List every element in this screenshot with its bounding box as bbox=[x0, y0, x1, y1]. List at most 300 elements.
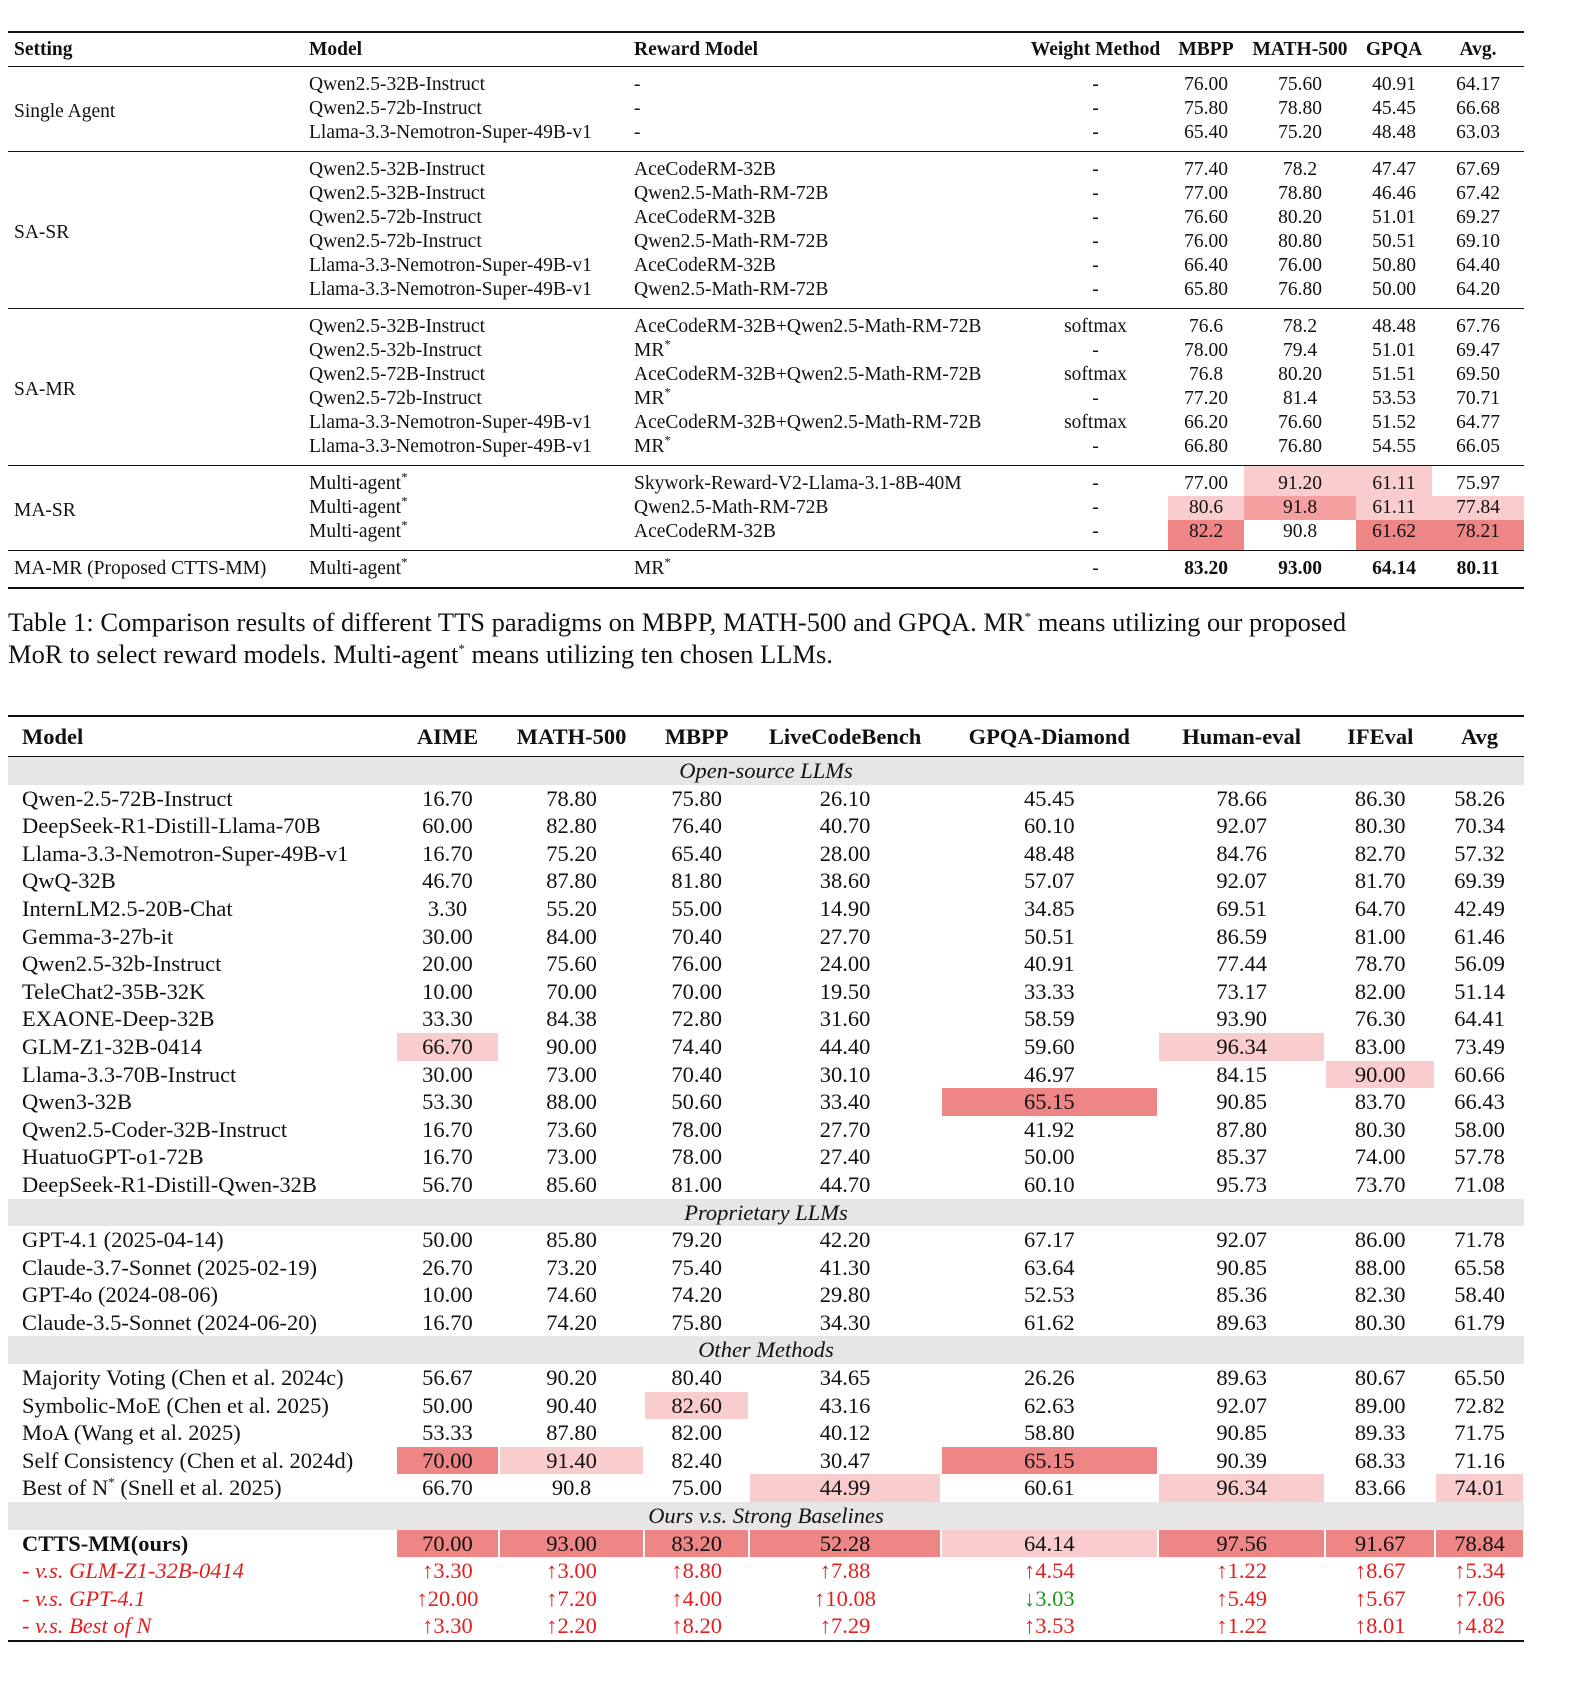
weight-method-cell: - bbox=[1092, 255, 1099, 276]
model-name-cell bbox=[8, 1061, 396, 1089]
score-cell bbox=[1325, 1061, 1435, 1089]
score-cell bbox=[749, 950, 940, 978]
model-cell bbox=[303, 466, 628, 497]
metric-cell: 51.51 bbox=[1372, 364, 1416, 385]
model-name: - v.s. Best of N bbox=[22, 1613, 152, 1639]
weight-method-cell: - bbox=[1092, 74, 1099, 95]
table2-col-header: MBPP bbox=[664, 723, 729, 749]
reward-model-cell bbox=[628, 254, 1023, 278]
score-cell bbox=[644, 1612, 749, 1641]
model-cell bbox=[303, 254, 628, 278]
score-value: 59.60 bbox=[1023, 1033, 1075, 1059]
table1-col-header: Avg. bbox=[1459, 38, 1497, 60]
score-value: 16.70 bbox=[422, 1309, 473, 1335]
score-value: 69.51 bbox=[1216, 895, 1267, 921]
model-row bbox=[8, 1226, 1524, 1254]
score-cell bbox=[941, 840, 1158, 868]
score-value: 55.00 bbox=[671, 895, 722, 921]
reward-model-cell bbox=[628, 384, 1023, 411]
cell-text: Qwen2.5-Math-RM-72B bbox=[634, 497, 829, 518]
score-cell bbox=[1435, 950, 1524, 978]
score-value: ↑4.54 bbox=[1023, 1558, 1075, 1584]
score-value: ↑10.08 bbox=[814, 1585, 876, 1611]
table1-col-header: Setting bbox=[14, 38, 73, 60]
score-value: 69.39 bbox=[1454, 868, 1505, 894]
score-value: 81.00 bbox=[671, 1171, 722, 1197]
metric-cell: 77.20 bbox=[1184, 388, 1228, 409]
score-cell bbox=[941, 1143, 1158, 1171]
score-value: 71.08 bbox=[1454, 1171, 1505, 1197]
metric-cell: 76.80 bbox=[1278, 279, 1322, 300]
score-cell bbox=[1158, 1005, 1326, 1033]
score-value: 92.07 bbox=[1216, 1227, 1267, 1253]
score-cell bbox=[396, 1061, 499, 1089]
score-value: 43.16 bbox=[819, 1392, 871, 1418]
score-cell bbox=[1158, 1116, 1326, 1144]
score-value: 44.40 bbox=[819, 1033, 871, 1059]
model-name: Best of N bbox=[22, 1475, 109, 1501]
score-cell bbox=[941, 1281, 1158, 1309]
score-value: 58.40 bbox=[1454, 1282, 1505, 1308]
score-cell bbox=[1435, 1447, 1524, 1475]
model-name: HuatuoGPT-o1-72B bbox=[22, 1144, 204, 1170]
score-cell bbox=[941, 895, 1158, 923]
score-cell bbox=[1325, 1447, 1435, 1475]
score-value: 50.00 bbox=[422, 1392, 473, 1418]
score-value: 78.00 bbox=[671, 1144, 722, 1170]
score-value: 80.30 bbox=[1354, 1116, 1406, 1142]
metric-cell: 80.80 bbox=[1278, 231, 1322, 252]
score-value: 24.00 bbox=[819, 951, 871, 977]
table1-row bbox=[8, 67, 1524, 98]
cell-text: AceCodeRM-32B bbox=[634, 255, 776, 276]
score-cell bbox=[1325, 1530, 1435, 1558]
score-cell bbox=[1435, 1281, 1524, 1309]
score-cell bbox=[644, 1392, 749, 1420]
model-cell bbox=[303, 517, 628, 551]
score-value: ↑4.82 bbox=[1454, 1613, 1505, 1639]
model-row bbox=[8, 785, 1524, 813]
score-value: ↑7.88 bbox=[819, 1558, 871, 1584]
score-cell bbox=[1158, 785, 1326, 813]
model-name: GPT-4.1 (2025-04-14) bbox=[22, 1227, 224, 1253]
metric-cell: 91.8 bbox=[1244, 496, 1356, 520]
score-cell bbox=[1158, 1474, 1326, 1502]
score-value: 90.85 bbox=[1216, 1089, 1267, 1115]
score-value: 83.00 bbox=[1354, 1033, 1406, 1059]
score-cell bbox=[1435, 895, 1524, 923]
metric-cell: 54.55 bbox=[1372, 436, 1416, 457]
score-cell bbox=[749, 1061, 940, 1089]
score-value: 83.20 bbox=[645, 1530, 748, 1558]
score-value: 90.40 bbox=[546, 1392, 597, 1418]
score-value: ↑5.34 bbox=[1454, 1558, 1505, 1584]
score-value: 16.70 bbox=[422, 785, 473, 811]
model-name-cell bbox=[8, 1392, 396, 1420]
cell-text: Qwen2.5-72b-Instruct bbox=[309, 231, 482, 252]
score-cell bbox=[1435, 1557, 1524, 1585]
score-cell bbox=[1435, 1419, 1524, 1447]
score-cell bbox=[941, 1447, 1158, 1475]
cell-text: MR bbox=[634, 388, 665, 409]
score-value: 85.80 bbox=[546, 1227, 597, 1253]
score-value: 66.43 bbox=[1454, 1089, 1505, 1115]
cell-text: Qwen2.5-72b-Instruct bbox=[309, 388, 482, 409]
score-cell bbox=[1325, 1392, 1435, 1420]
table2-col-header: LiveCodeBench bbox=[768, 723, 922, 749]
score-cell bbox=[941, 1364, 1158, 1392]
model-name: Claude-3.5-Sonnet (2024-06-20) bbox=[22, 1309, 317, 1335]
superscript: * bbox=[401, 517, 408, 533]
model-name: Gemma-3-27b-it bbox=[22, 923, 174, 949]
score-value: 87.80 bbox=[546, 868, 597, 894]
score-cell bbox=[644, 1088, 749, 1116]
score-cell bbox=[1158, 1612, 1326, 1641]
score-cell bbox=[644, 1143, 749, 1171]
score-value: 10.00 bbox=[422, 978, 473, 1004]
metric-cell: 40.91 bbox=[1372, 74, 1416, 95]
cell-text: AceCodeRM-32B+Qwen2.5-Math-RM-72B bbox=[634, 316, 982, 337]
model-name-cell bbox=[8, 785, 396, 813]
weight-method-cell: - bbox=[1092, 207, 1099, 228]
score-value: 40.70 bbox=[819, 813, 871, 839]
reward-model-cell bbox=[628, 121, 1023, 152]
cell-text: AceCodeRM-32B bbox=[634, 159, 776, 180]
score-value: 61.79 bbox=[1454, 1309, 1505, 1335]
model-name-cell bbox=[8, 1557, 396, 1585]
score-value: 30.47 bbox=[819, 1447, 871, 1473]
metric-cell: 69.27 bbox=[1456, 207, 1500, 228]
score-value: ↑8.80 bbox=[671, 1558, 722, 1584]
model-row bbox=[8, 950, 1524, 978]
score-cell bbox=[644, 867, 749, 895]
score-value: 26.26 bbox=[1023, 1365, 1075, 1391]
model-name-cell bbox=[8, 1281, 396, 1309]
model-name-cell bbox=[8, 1033, 396, 1061]
score-value: 88.00 bbox=[1354, 1254, 1406, 1280]
score-value: 71.75 bbox=[1454, 1420, 1505, 1446]
model-name-cell bbox=[8, 1005, 396, 1033]
metric-cell: 91.20 bbox=[1244, 466, 1356, 497]
metric-cell: 46.46 bbox=[1372, 183, 1416, 204]
score-cell bbox=[1435, 1530, 1524, 1558]
score-cell bbox=[396, 785, 499, 813]
table1-final-row bbox=[8, 551, 1524, 589]
score-value: 87.80 bbox=[1216, 1116, 1267, 1142]
model-cell bbox=[303, 363, 628, 387]
model-row bbox=[8, 1061, 1524, 1089]
metric-cell: 53.53 bbox=[1372, 388, 1416, 409]
score-value: 89.63 bbox=[1216, 1309, 1267, 1335]
score-cell bbox=[749, 1005, 940, 1033]
score-cell bbox=[1435, 1474, 1524, 1502]
table1-row bbox=[8, 309, 1524, 340]
model-name-cell bbox=[8, 1226, 396, 1254]
weight-method-cell: - bbox=[1092, 231, 1099, 252]
model-name-cell bbox=[8, 895, 396, 923]
score-cell bbox=[1158, 840, 1326, 868]
score-cell bbox=[1325, 1254, 1435, 1282]
score-cell bbox=[499, 867, 644, 895]
score-value: 30.00 bbox=[422, 1061, 473, 1087]
metric-cell: 75.80 bbox=[1184, 98, 1228, 119]
score-value: 50.00 bbox=[422, 1227, 473, 1253]
weight-method-cell: - bbox=[1092, 279, 1099, 300]
score-cell bbox=[749, 812, 940, 840]
metric-cell: 70.71 bbox=[1456, 388, 1500, 409]
score-value: 56.70 bbox=[422, 1171, 473, 1197]
score-value: 40.91 bbox=[1023, 951, 1075, 977]
model-row bbox=[8, 1419, 1524, 1447]
metric-cell: 93.00 bbox=[1278, 558, 1322, 579]
score-value: 64.70 bbox=[1354, 895, 1406, 921]
score-cell bbox=[396, 895, 499, 923]
score-value: 66.70 bbox=[397, 1033, 498, 1061]
score-cell bbox=[749, 1474, 940, 1502]
score-cell bbox=[1158, 950, 1326, 978]
metric-cell: 77.00 bbox=[1184, 473, 1228, 494]
score-cell bbox=[1158, 1419, 1326, 1447]
score-cell bbox=[499, 950, 644, 978]
score-cell bbox=[499, 1005, 644, 1033]
score-cell bbox=[499, 1530, 644, 1558]
score-cell bbox=[749, 1088, 940, 1116]
score-cell bbox=[499, 1226, 644, 1254]
score-cell bbox=[396, 1116, 499, 1144]
score-cell bbox=[1158, 1447, 1326, 1475]
score-cell bbox=[1158, 923, 1326, 951]
score-cell bbox=[396, 867, 499, 895]
score-value: 78.84 bbox=[1436, 1530, 1523, 1558]
score-cell bbox=[644, 895, 749, 923]
score-value: 96.34 bbox=[1159, 1474, 1325, 1502]
metric-cell: 80.20 bbox=[1278, 207, 1322, 228]
cell-text: Qwen2.5-72b-Instruct bbox=[309, 207, 482, 228]
score-cell bbox=[941, 1005, 1158, 1033]
score-cell bbox=[1158, 1143, 1326, 1171]
score-cell bbox=[749, 1281, 940, 1309]
table1-col-header: MBPP bbox=[1178, 38, 1234, 60]
metric-cell: 67.42 bbox=[1456, 183, 1500, 204]
cell-text: Qwen2.5-72b-Instruct bbox=[309, 98, 482, 119]
score-value: 92.07 bbox=[1216, 813, 1267, 839]
metric-cell: 75.97 bbox=[1456, 473, 1500, 494]
model-name: Llama-3.3-Nemotron-Super-49B-v1 bbox=[22, 840, 349, 866]
model-name: - v.s. GLM-Z1-32B-0414 bbox=[22, 1558, 245, 1584]
score-cell bbox=[1435, 1254, 1524, 1282]
score-value: 90.00 bbox=[546, 1033, 597, 1059]
score-cell bbox=[499, 1281, 644, 1309]
score-value: 74.20 bbox=[546, 1309, 597, 1335]
model-name: MoA (Wang et al. 2025) bbox=[22, 1420, 241, 1446]
score-value: ↑5.49 bbox=[1216, 1585, 1267, 1611]
score-cell bbox=[941, 1061, 1158, 1089]
score-cell bbox=[644, 812, 749, 840]
score-value: 61.46 bbox=[1454, 923, 1505, 949]
score-cell bbox=[1325, 1116, 1435, 1144]
score-cell bbox=[749, 1364, 940, 1392]
score-cell bbox=[941, 1557, 1158, 1585]
table2-col-header: Human-eval bbox=[1182, 723, 1302, 749]
score-value: 27.70 bbox=[819, 923, 871, 949]
cell-text: Qwen2.5-Math-RM-72B bbox=[634, 231, 829, 252]
model-name-cell bbox=[8, 1171, 396, 1199]
model-cell bbox=[303, 551, 628, 589]
reward-model-cell bbox=[628, 309, 1023, 340]
score-value: 81.00 bbox=[1354, 923, 1406, 949]
score-value: 90.8 bbox=[551, 1475, 592, 1501]
metric-cell: 47.47 bbox=[1372, 159, 1416, 180]
score-cell bbox=[499, 1392, 644, 1420]
model-cell bbox=[303, 309, 628, 340]
score-value: 76.40 bbox=[671, 813, 722, 839]
score-cell bbox=[749, 1143, 940, 1171]
score-cell bbox=[749, 978, 940, 1006]
score-value: ↑7.06 bbox=[1454, 1585, 1505, 1611]
score-cell bbox=[644, 1447, 749, 1475]
superscript: * bbox=[401, 469, 408, 485]
score-cell bbox=[499, 1474, 644, 1502]
score-value: ↑3.30 bbox=[422, 1558, 473, 1584]
model-name: CTTS-MM(ours) bbox=[22, 1530, 189, 1556]
score-value: 50.51 bbox=[1023, 923, 1075, 949]
metric-cell: 78.21 bbox=[1432, 520, 1524, 551]
score-cell bbox=[1435, 1061, 1524, 1089]
score-value: 46.70 bbox=[422, 868, 473, 894]
score-value: 78.70 bbox=[1354, 951, 1406, 977]
score-value: 52.53 bbox=[1023, 1282, 1075, 1308]
model-cell bbox=[303, 411, 628, 435]
reward-model-cell bbox=[628, 152, 1023, 183]
section-row bbox=[8, 1199, 1524, 1227]
model-name: Qwen3-32B bbox=[22, 1089, 132, 1115]
score-value: 57.78 bbox=[1454, 1144, 1505, 1170]
weight-method-cell: - bbox=[1092, 521, 1099, 542]
score-cell bbox=[1158, 812, 1326, 840]
score-value: 76.30 bbox=[1354, 1006, 1406, 1032]
score-cell bbox=[499, 1088, 644, 1116]
metric-cell: 69.50 bbox=[1456, 364, 1500, 385]
comparison-row bbox=[8, 1585, 1524, 1613]
score-cell bbox=[749, 1226, 940, 1254]
model-name-suffix: (Snell et al. 2025) bbox=[114, 1475, 282, 1501]
model-row bbox=[8, 1474, 1524, 1502]
section-title: Proprietary LLMs bbox=[8, 1199, 1524, 1227]
score-cell bbox=[499, 1557, 644, 1585]
score-cell bbox=[1325, 923, 1435, 951]
score-cell bbox=[644, 1530, 749, 1558]
score-cell bbox=[499, 1447, 644, 1475]
score-cell bbox=[1325, 785, 1435, 813]
metric-cell: 64.20 bbox=[1456, 279, 1500, 300]
table1-col-header: Reward Model bbox=[634, 38, 759, 60]
comparison-row bbox=[8, 1612, 1524, 1641]
metric-cell: 51.01 bbox=[1372, 340, 1416, 361]
score-cell bbox=[644, 1033, 749, 1061]
score-value: 85.37 bbox=[1216, 1144, 1267, 1170]
score-cell bbox=[749, 1392, 940, 1420]
score-value: 71.78 bbox=[1454, 1227, 1505, 1253]
score-value: 20.00 bbox=[422, 951, 473, 977]
score-value: 70.00 bbox=[546, 978, 597, 1004]
score-value: 89.33 bbox=[1354, 1420, 1406, 1446]
table1-caption bbox=[8, 606, 1528, 670]
score-value: ↑1.22 bbox=[1216, 1558, 1267, 1584]
score-cell bbox=[1325, 1033, 1435, 1061]
score-cell bbox=[1435, 867, 1524, 895]
model-name: DeepSeek-R1-Distill-Llama-70B bbox=[22, 813, 321, 839]
model-row bbox=[8, 1364, 1524, 1392]
model-name: Qwen-2.5-72B-Instruct bbox=[22, 785, 233, 811]
score-value: 28.00 bbox=[819, 840, 871, 866]
score-value: 57.32 bbox=[1454, 840, 1505, 866]
cell-text: Llama-3.3-Nemotron-Super-49B-v1 bbox=[309, 436, 592, 457]
model-name-cell bbox=[8, 1116, 396, 1144]
score-value: 60.00 bbox=[422, 813, 473, 839]
cell-text: Qwen2.5-32B-Instruct bbox=[309, 159, 486, 180]
setting-cell: SA-MR bbox=[14, 379, 76, 400]
score-cell bbox=[644, 978, 749, 1006]
score-value: 58.80 bbox=[1023, 1420, 1075, 1446]
metric-cell: 66.20 bbox=[1184, 412, 1228, 433]
score-cell bbox=[1435, 1116, 1524, 1144]
score-cell bbox=[499, 1419, 644, 1447]
score-value: 80.40 bbox=[671, 1365, 722, 1391]
reward-model-cell bbox=[628, 336, 1023, 363]
score-value: 83.66 bbox=[1354, 1475, 1406, 1501]
score-cell bbox=[1325, 1474, 1435, 1502]
score-value: 82.70 bbox=[1354, 840, 1406, 866]
score-cell bbox=[644, 950, 749, 978]
score-cell bbox=[396, 1530, 499, 1558]
cell-text: Llama-3.3-Nemotron-Super-49B-v1 bbox=[309, 279, 592, 300]
model-name-cell bbox=[8, 1419, 396, 1447]
score-cell bbox=[644, 1116, 749, 1144]
metric-cell: 69.47 bbox=[1456, 340, 1500, 361]
table1-final-group bbox=[8, 551, 1524, 589]
score-cell bbox=[1158, 1392, 1326, 1420]
metric-cell: 78.2 bbox=[1282, 316, 1318, 337]
score-value: 75.40 bbox=[671, 1254, 722, 1280]
score-value: 26.70 bbox=[422, 1254, 473, 1280]
score-cell bbox=[1158, 1226, 1326, 1254]
reward-model-cell bbox=[628, 432, 1023, 466]
score-cell bbox=[1158, 1033, 1326, 1061]
table1-row bbox=[8, 466, 1524, 497]
ours-row bbox=[8, 1530, 1524, 1558]
model-row bbox=[8, 812, 1524, 840]
score-value: 34.30 bbox=[819, 1309, 871, 1335]
score-value: ↑3.53 bbox=[1023, 1613, 1075, 1639]
score-value: 96.34 bbox=[1159, 1033, 1325, 1061]
score-cell bbox=[1158, 1530, 1326, 1558]
score-cell bbox=[1435, 1585, 1524, 1613]
score-value: ↑8.01 bbox=[1354, 1613, 1406, 1639]
score-value: 88.00 bbox=[546, 1089, 597, 1115]
metric-cell: 76.00 bbox=[1184, 74, 1228, 95]
score-cell bbox=[644, 923, 749, 951]
superscript: * bbox=[664, 432, 671, 448]
section-row bbox=[8, 1502, 1524, 1530]
score-cell bbox=[749, 923, 940, 951]
score-cell bbox=[499, 1116, 644, 1144]
score-cell bbox=[1435, 1033, 1524, 1061]
model-name: TeleChat2-35B-32K bbox=[22, 978, 206, 1004]
weight-method-cell: - bbox=[1092, 436, 1099, 457]
model-cell bbox=[303, 435, 628, 466]
table1-col-header: GPQA bbox=[1365, 38, 1423, 60]
score-cell bbox=[941, 978, 1158, 1006]
